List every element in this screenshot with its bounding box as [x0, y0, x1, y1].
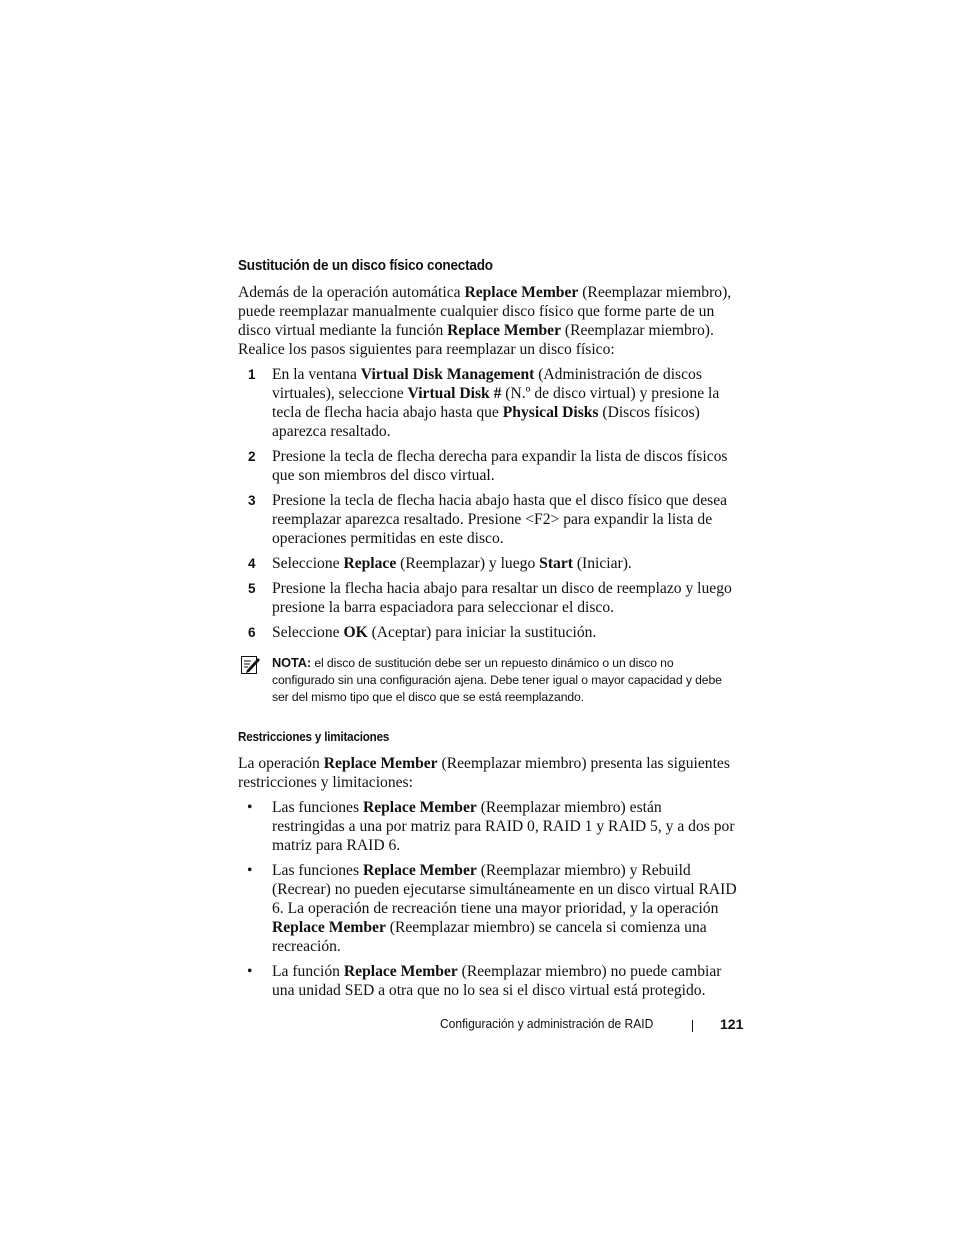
section-title: Sustitución de un disco físico conectado [238, 258, 493, 274]
intro-paragraph: Además de la operación automática Replace Member (Reemplazar miembro), puede reemplazar manualmente cualquier disco físico que forme parte de un disco virtual mediante la función Replace Member (Reemplazar miembro). Realice los pasos siguientes para reemplazar un disco físico: [238, 284, 732, 358]
page-footer [440, 1016, 744, 1036]
note-text: el disco de sustitución debe ser un repuesto dinámico o un disco no configurado sin una configuración ajena. Debe tener igual o mayor capacidad y debe ser del mismo tipo que el disco que se está reemplazando. [272, 656, 722, 704]
step-number: 2 [248, 449, 256, 464]
steps-list [238, 365, 738, 642]
page-number: 121 [720, 1016, 744, 1032]
bullet-mark: • [247, 963, 253, 980]
step-item: 6 Seleccione OK (Aceptar) para iniciar la sustitución. [248, 624, 597, 641]
restrictions-intro: La operación Replace Member (Reemplazar miembro) presenta las siguientes restricciones y limitaciones: [238, 755, 730, 791]
step-item: 4 Seleccione Replace (Reemplazar) y luego Start (Iniciar). [248, 555, 632, 572]
step-item: 5 Presione la flecha hacia abajo para resaltar un disco de reemplazo y luego presione la barra espaciadora para seleccionar el disco. [248, 580, 732, 616]
bullet-mark: • [247, 799, 253, 816]
list-item: • Las funciones Replace Member (Reemplazar miembro) están restringidas a una por matriz para RAID 0, RAID 1 y RAID 5, y a dos por matriz para RAID 6. [247, 799, 735, 854]
step-number: 5 [248, 581, 256, 596]
step-number: 1 [248, 367, 256, 382]
step-number: 6 [248, 625, 256, 640]
step-item: 2 Presione la tecla de flecha derecha para expandir la lista de discos físicos que son miembros del disco virtual. [248, 448, 728, 484]
list-item: • Las funciones Replace Member (Reemplazar miembro) y Rebuild (Recrear) no pueden ejecutarse simultáneamente en un disco virtual RAID 6. La operación de recreación tiene una mayor prioridad, y la operación Replace Member (Reemplazar miembro) se cancela si comienza una recreación. [247, 862, 737, 955]
list-item: • La función Replace Member (Reemplazar miembro) no puede cambiar una unidad SED a otra que no lo sea si el disco virtual está protegido. [247, 963, 722, 999]
step-number: 4 [248, 556, 256, 571]
main-column [238, 258, 738, 1006]
step-item: 3 Presione la tecla de flecha hacia abajo hasta que el disco físico que desea reemplazar aparezca resaltado. Presione <F2> para expandir la lista de operaciones permitidas en este disco. [248, 492, 728, 547]
note-label: NOTA: [272, 655, 312, 670]
step-number: 3 [248, 493, 256, 508]
pencil-note-icon [241, 656, 261, 674]
restrictions-list [238, 798, 738, 1000]
footer-chapter-title: Configuración y administración de RAID [440, 1016, 654, 1031]
note-box [238, 654, 738, 706]
bullet-mark: • [247, 862, 253, 879]
footer-separator [692, 1020, 693, 1032]
subsection-title: Restricciones y limitaciones [238, 730, 390, 744]
step-item: 1 En la ventana Virtual Disk Management (Administración de discos virtuales), seleccione Virtual Disk # (N.º de disco virtual) y presione la tecla de flecha hacia abajo hasta que Physical Disks (Discos físicos) aparezca resaltado. [248, 366, 720, 440]
